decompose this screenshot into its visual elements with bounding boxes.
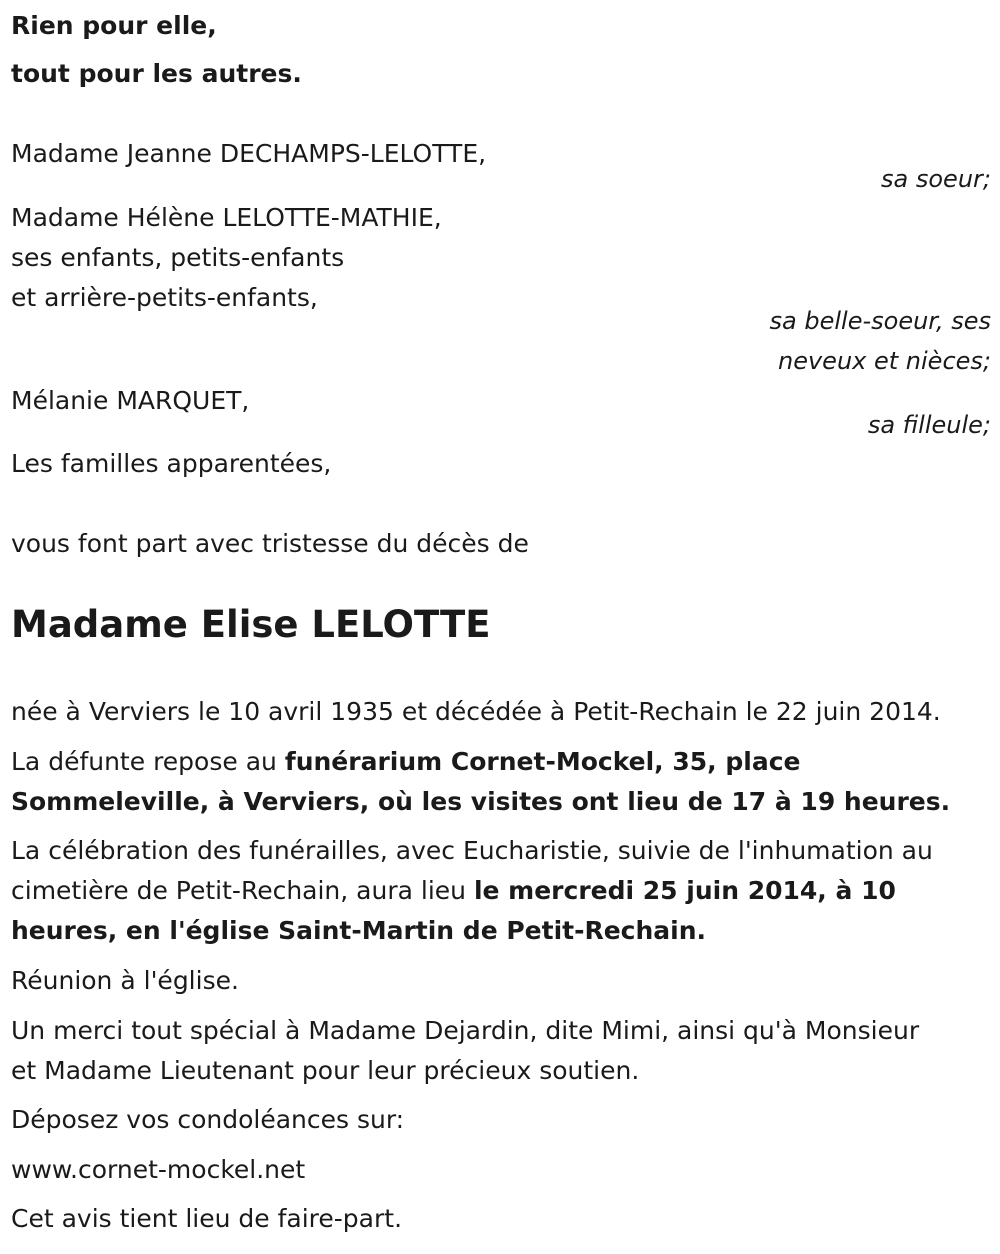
- sister-in-law-name: Madame Hélène LELOTTE-MATHIE,: [11, 203, 442, 232]
- sister-in-law-great-grandchildren: et arrière-petits-enfants,: [11, 283, 318, 312]
- birth-death-line: née à Verviers le 10 avril 1935 et décédée à Petit-Rechain le 22 juin 2014.: [11, 697, 941, 726]
- celebration-date: le mercredi 25 juin 2014, à 10: [473, 876, 896, 905]
- relatives-line: Les familles apparentées,: [11, 449, 332, 478]
- announcement-line: vous font part avec tristesse du décès de: [11, 529, 529, 558]
- thanks-line-2: et Madame Lieutenant pour leur précieux soutien.: [11, 1056, 640, 1085]
- goddaughter-name: Mélanie MARQUET,: [11, 386, 250, 415]
- sister-in-law-relation-2: neveux et nièces;: [778, 347, 991, 375]
- sister-relation: sa soeur;: [881, 165, 991, 193]
- repose-prefix: La défunte repose au: [11, 747, 285, 776]
- notice-line: Cet avis tient lieu de faire-part.: [11, 1204, 403, 1233]
- thanks-line-1: Un merci tout spécial à Madame Dejardin, dite Mimi, ainsi qu'à Monsieur: [11, 1016, 920, 1045]
- celebration-line-1: La célébration des funérailles, avec Eucharistie, suivie de l'inhumation au: [11, 836, 933, 865]
- sister-in-law-children: ses enfants, petits-enfants: [11, 243, 345, 272]
- reunion-line: Réunion à l'église.: [11, 966, 239, 995]
- goddaughter-relation: sa filleule;: [867, 411, 991, 439]
- repose-location-part1: funérarium Cornet-Mockel, 35, place: [284, 747, 801, 776]
- sister-in-law-relation-1: sa belle-soeur, ses: [769, 307, 991, 335]
- repose-line-1: [11, 747, 800, 777]
- condolences-line: Déposez vos condoléances sur:: [11, 1105, 405, 1134]
- deceased-name: Madame Elise LELOTTE: [11, 603, 491, 646]
- condolences-website[interactable]: www.cornet-mockel.net: [11, 1155, 306, 1184]
- celebration-line-2: [11, 876, 896, 906]
- celebration-prefix: cimetière de Petit-Rechain, aura lieu: [11, 876, 474, 905]
- motto-line-1: Rien pour elle,: [11, 11, 217, 40]
- motto-line-2: tout pour les autres.: [11, 59, 302, 88]
- celebration-line-3: heures, en l'église Saint-Martin de Petit-Rechain.: [11, 916, 707, 945]
- sister-name: Madame Jeanne DECHAMPS-LELOTTE,: [11, 139, 487, 168]
- repose-line-2: Sommeleville, à Verviers, où les visites ont lieu de 17 à 19 heures.: [11, 787, 951, 816]
